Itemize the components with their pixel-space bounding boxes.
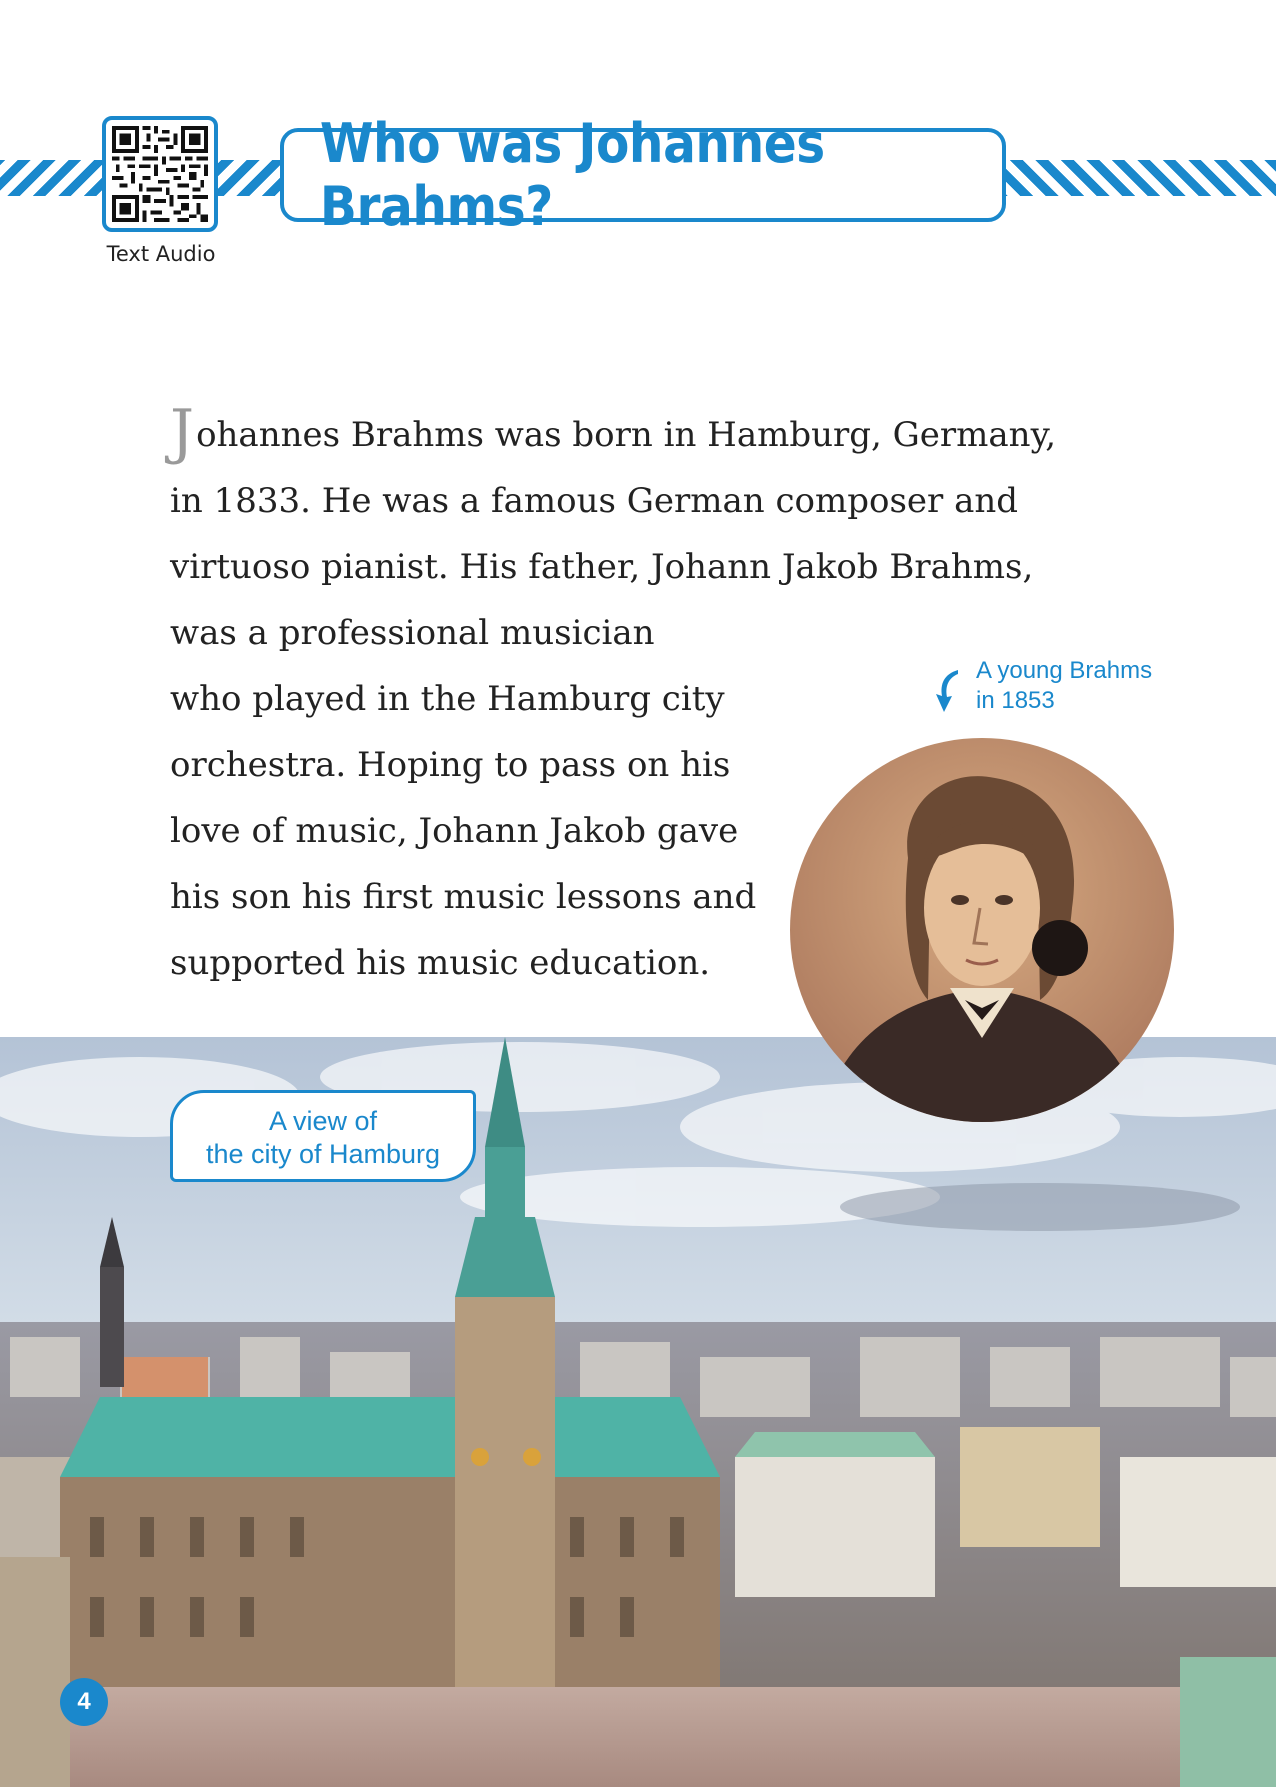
body-line: his son his first music lessons and	[170, 877, 757, 917]
body-line: virtuoso pianist. His father, Johann Jakob Brahms,	[170, 547, 1034, 587]
brahms-portrait-image	[790, 738, 1174, 1122]
drop-cap: J	[170, 397, 195, 467]
body-line: supported his music education.	[170, 943, 711, 983]
title-banner	[280, 112, 1006, 238]
page-title: Who was Johannes Brahms?	[319, 112, 825, 238]
body-line: was a professional musician	[170, 613, 655, 653]
body-line: Johannes Brahms was born in Hamburg, Germany,	[170, 397, 1057, 467]
body-line: love of music, Johann Jakob gave	[170, 811, 739, 851]
portrait-caption: A young Brahms in 1853	[976, 657, 1153, 714]
city-caption: A view of the city of Hamburg	[170, 1090, 476, 1182]
qr-caption: Text Audio	[106, 242, 216, 266]
body-line: who played in the Hamburg city	[170, 679, 725, 719]
body-line: in 1833. He was a famous German composer and	[170, 481, 1019, 521]
body-line: orchestra. Hoping to pass on his	[170, 745, 731, 785]
curved-arrow-icon	[928, 668, 964, 714]
qr-code-icon	[112, 126, 208, 222]
qr-code-audio-link[interactable]	[102, 116, 218, 232]
header-stripe-right	[995, 160, 1276, 196]
page-number: 4	[60, 1678, 108, 1726]
